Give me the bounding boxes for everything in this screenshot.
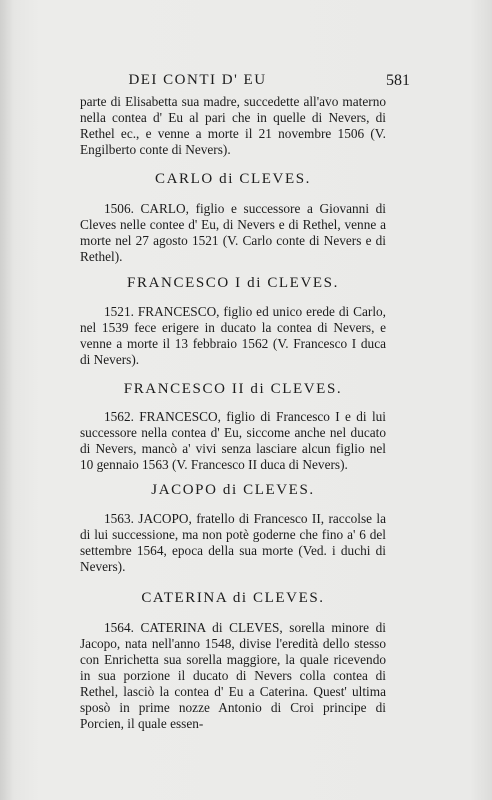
- section-text-caterina: 1564. CATERINA di CLEVES, sorella minore di Jacopo, nata nell'anno 1548, divise l'eredità dello stesso con Enrichetta sua sorella maggiore, la quale ricevendo in sua porzione il ducato di Nevers colla contea di Rethel, lasciò la contea d' Eu a Caterina. Quest' ultima sposò in prime nozze Antonio di Croi principe di Porcien, il quale essen-: [80, 620, 386, 731]
- section-heading-carlo: CARLO di CLEVES.: [154, 171, 312, 187]
- running-head: DEI CONTI D' EU: [128, 72, 267, 88]
- section-text-carlo: 1506. CARLO, figlio e successore a Giovanni di Cleves nelle contee d' Eu, di Nevers e di Rethel, venne a morte nel 27 agosto 1521 (V. Carlo conte di Nevers e di Rethel).: [80, 201, 386, 264]
- section-heading-caterina: CATERINA di CLEVES.: [141, 590, 325, 606]
- intro-paragraph: parte di Elisabetta sua madre, succedette all'avo materno nella contea d' Eu al pari che in quelle di Nevers, di Rethel ec., e venne a morte il 21 novembre 1506 (V. Engilberto conte di Nevers).: [80, 94, 386, 157]
- page-number: 581: [386, 72, 410, 89]
- section-heading-francesco-i: FRANCESCO I di CLEVES.: [127, 275, 339, 291]
- section-text-francesco-ii: 1562. FRANCESCO, figlio di Francesco I e di lui successore nella contea d' Eu, siccome anche nel ducato di Nevers, mancò a' vivi senza lasciare alcun figlio nel 10 gennaio 1563 (V. Francesco II duca di Nevers).: [80, 409, 386, 472]
- section-text-francesco-i: 1521. FRANCESCO, figlio ed unico erede di Carlo, nel 1539 fece erigere in ducato la contea di Nevers, e venne a morte il 13 febbraio 1562 (V. Francesco I duca di Nevers).: [80, 304, 386, 367]
- section-heading-jacopo: JACOPO di CLEVES.: [151, 482, 315, 498]
- section-text-jacopo: 1563. JACOPO, fratello di Francesco II, raccolse la di lui successione, ma non potè goderne che fino a' 6 del settembre 1564, epoca della sua morte (Ved. i duchi di Nevers).: [80, 511, 386, 574]
- section-heading-francesco-ii: FRANCESCO II di CLEVES.: [123, 381, 343, 397]
- page-body: [80, 94, 386, 732]
